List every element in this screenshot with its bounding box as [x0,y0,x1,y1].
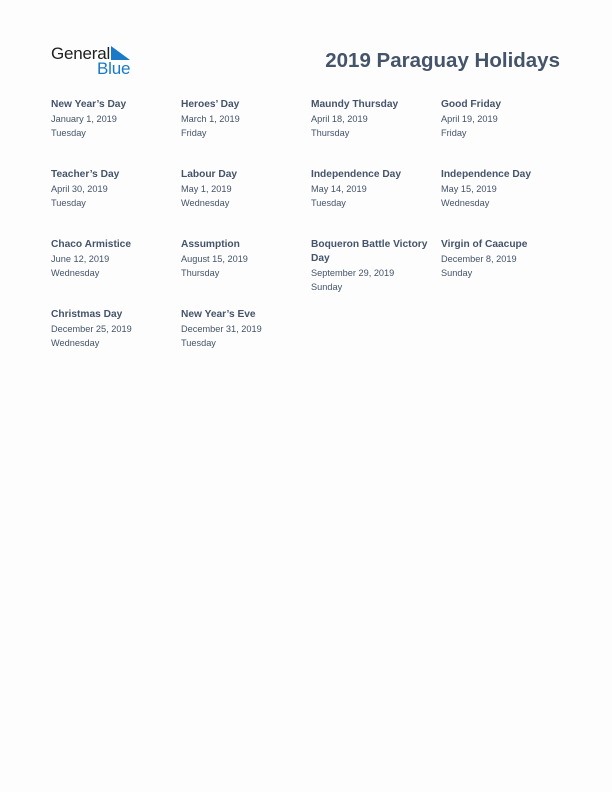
holiday-date: December 25, 2019 [51,324,132,334]
page-title: 2019 Paraguay Holidays [325,49,560,72]
holiday-date: April 18, 2019 [311,114,368,124]
holiday-name: Teacher’s Day [51,169,120,180]
holiday-item [441,238,563,280]
holiday-date: January 1, 2019 [51,114,117,124]
holiday-item [51,98,173,140]
holiday-weekday: Sunday [311,282,343,292]
holiday-item [51,238,173,280]
holiday-name: New Year’s Day [51,99,127,110]
holiday-item [441,168,563,210]
holiday-item [181,308,303,350]
holiday-item [311,238,433,294]
holiday-item [181,168,303,210]
holiday-item [51,308,173,350]
holiday-name: Heroes’ Day [181,99,240,110]
holiday-date: June 12, 2019 [51,254,110,264]
holiday-date: May 14, 2019 [311,184,367,194]
holiday-name: Labour Day [181,169,238,180]
holiday-date: August 15, 2019 [181,254,248,264]
logo-text-general: General [51,44,111,63]
holiday-name: Independence Day [441,169,532,180]
logo-text-blue: Blue [97,59,131,78]
holiday-name: Maundy Thursday [311,99,399,110]
holiday-weekday: Friday [441,128,467,138]
holiday-name: Good Friday [441,99,501,110]
holiday-date: March 1, 2019 [181,114,240,124]
holiday-weekday: Friday [181,128,207,138]
holiday-weekday: Wednesday [51,268,100,278]
holiday-weekday: Thursday [311,128,350,138]
holiday-weekday: Tuesday [51,128,86,138]
holiday-name: Christmas Day [51,309,123,320]
holiday-date: December 8, 2019 [441,254,517,264]
holiday-weekday: Wednesday [51,338,100,348]
holiday-name: Independence Day [311,169,402,180]
holiday-name: Boqueron Battle Victory Day [311,239,428,264]
holiday-item [181,238,303,280]
holiday-name: Virgin of Caacupe [441,239,528,250]
holiday-weekday: Tuesday [51,198,86,208]
holiday-name: Chaco Armistice [51,239,132,250]
holiday-item [181,98,303,140]
holiday-weekday: Sunday [441,268,473,278]
holiday-date: May 1, 2019 [181,184,232,194]
holiday-name: Assumption [181,239,240,250]
holiday-weekday: Tuesday [181,338,216,348]
holiday-date: May 15, 2019 [441,184,497,194]
logo-triangle-icon [111,46,130,60]
holiday-name: New Year’s Eve [181,309,256,320]
holiday-date: December 31, 2019 [181,324,262,334]
holiday-weekday: Wednesday [181,198,230,208]
holiday-date: September 29, 2019 [311,268,395,278]
holiday-weekday: Wednesday [441,198,490,208]
holiday-weekday: Tuesday [311,198,346,208]
holiday-date: April 30, 2019 [51,184,108,194]
holiday-item [441,98,563,140]
holiday-item [51,168,173,210]
generalblue-logo [51,44,141,78]
holiday-weekday: Thursday [181,268,220,278]
holiday-item [311,168,433,210]
holiday-item [311,98,433,140]
holiday-date: April 19, 2019 [441,114,498,124]
